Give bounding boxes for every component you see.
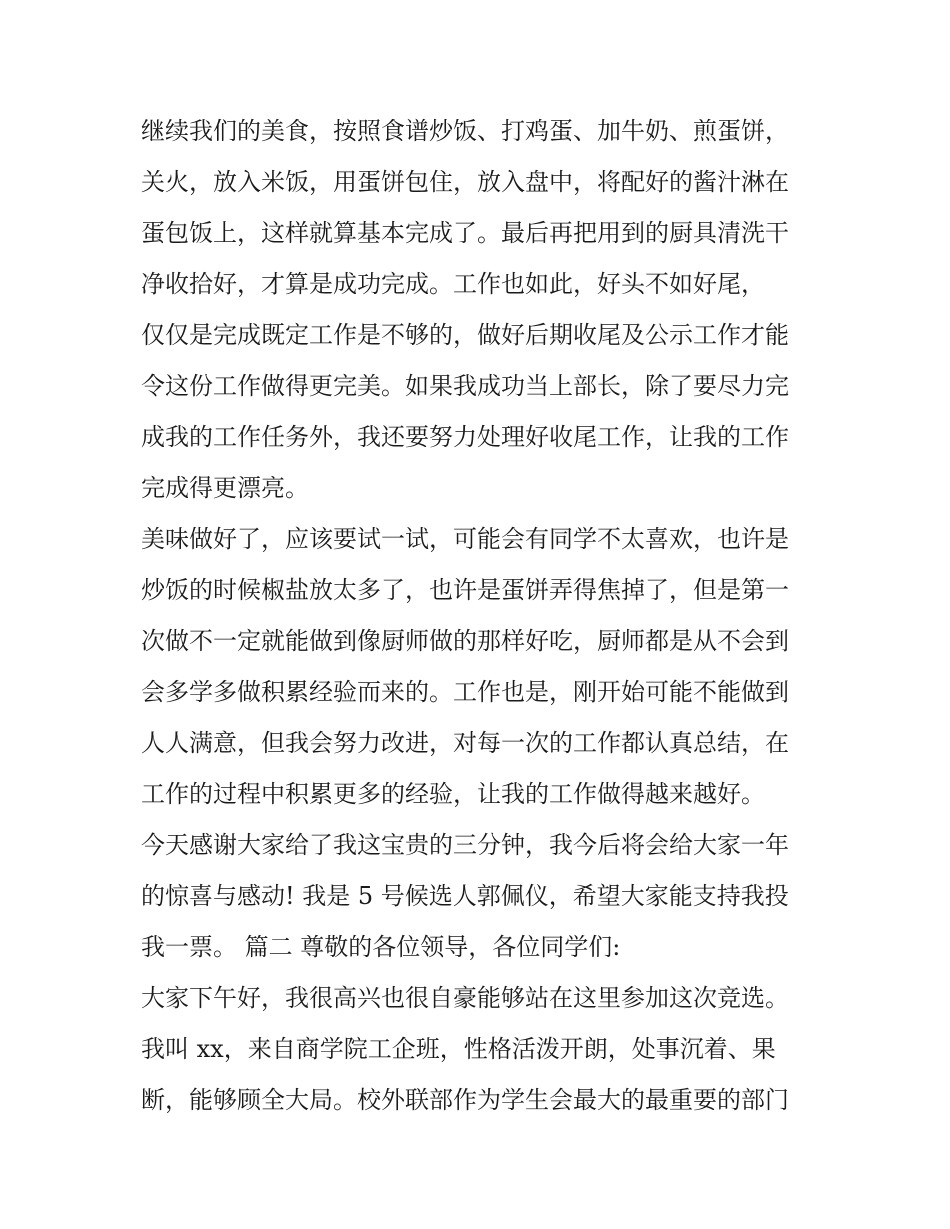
text-line: 工作的过程中积累更多的经验，让我的工作做得越来越好。: [141, 780, 765, 808]
text-line: 今天感谢大家给了我这宝贵的三分钟，我今后将会给大家一年: [141, 831, 789, 859]
text-line: 继续我们的美食，按照食谱炒饭、打鸡蛋、加牛奶、煎蛋饼，: [141, 117, 789, 145]
text-line: 净收拾好，才算是成功完成。工作也如此，好头不如好尾，: [141, 270, 765, 298]
text-line: 的惊喜与感动! 我是 5 号候选人郭佩仪，希望大家能支持我投: [141, 882, 789, 910]
text-line: 大家下午好，我很高兴也很自豪能够站在这里参加这次竞选。: [141, 984, 789, 1012]
text-line: 完成得更漂亮。: [141, 474, 309, 502]
text-line: 次做不一定就能做到像厨师做的那样好吃，厨师都是从不会到: [141, 627, 789, 655]
text-line: 会多学多做积累经验而来的。工作也是，刚开始可能不能做到: [141, 678, 789, 706]
text-line: 成我的工作任务外，我还要努力处理好收尾工作，让我的工作: [141, 423, 789, 451]
text-line: 断，能够顾全大局。校外联部作为学生会最大的最重要的部门: [141, 1086, 789, 1114]
text-line: 美味做好了，应该要试一试，可能会有同学不太喜欢，也许是: [141, 525, 789, 553]
text-line: 蛋包饭上，这样就算基本完成了。最后再把用到的厨具清洗干: [141, 219, 789, 247]
text-line: 人人满意，但我会努力改进，对每一次的工作都认真总结，在: [141, 729, 789, 757]
text-line: 关火，放入米饭，用蛋饼包住，放入盘中，将配好的酱汁淋在: [141, 168, 789, 196]
text-line: 我叫 xx，来自商学院工企班，性格活泼开朗，处事沉着、果: [141, 1035, 776, 1063]
text-line: 令这份工作做得更完美。如果我成功当上部长，除了要尽力完: [141, 372, 789, 400]
text-line: 我一票。 篇二 尊敬的各位领导，各位同学们:: [141, 933, 621, 961]
document-body: [141, 106, 821, 1126]
text-line: 仅仅是完成既定工作是不够的，做好后期收尾及公示工作才能: [141, 321, 789, 349]
text-line: 炒饭的时候椒盐放太多了，也许是蛋饼弄得焦掉了，但是第一: [141, 576, 789, 604]
